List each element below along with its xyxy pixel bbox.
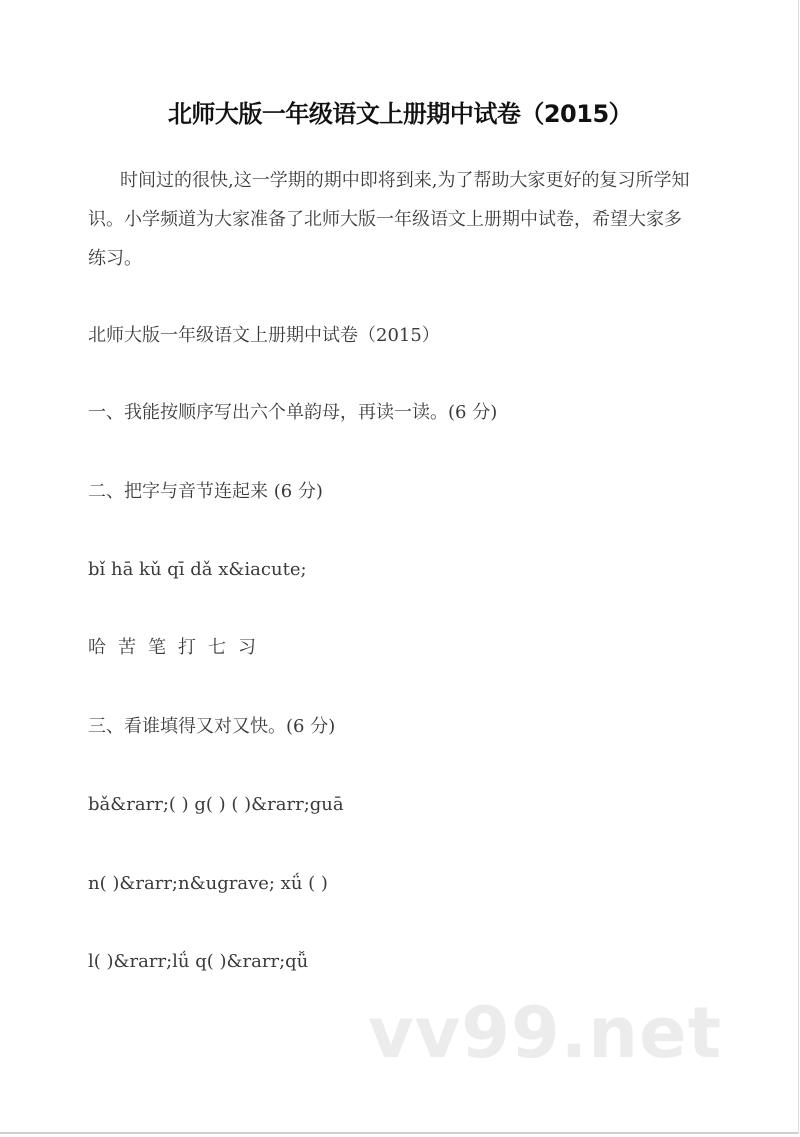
intro-line-3: 练习。 <box>88 248 142 269</box>
question-3-line-3: l( )&rarr;lǘ q( )&rarr;qǚ <box>88 951 309 972</box>
intro-line-2: 识。小学频道为大家准备了北师大版一年级语文上册期中试卷，希望大家多 <box>88 209 682 230</box>
question-2-pinyin: bǐ hā kǔ qī dǎ x&iacute; <box>88 559 307 580</box>
question-2-characters: 哈苦笔打七习 <box>88 637 268 658</box>
watermark: vv99.net <box>368 992 723 1074</box>
question-2: 二、把字与音节连起来 (6 分) <box>88 481 323 502</box>
question-3: 三、看谁填得又对又快。(6 分) <box>88 716 336 737</box>
question-3-line-1: bǎ&rarr;( ) g( ) ( )&rarr;guā <box>88 794 344 815</box>
question-3-line-2: n( )&rarr;n&ugrave; xǘ ( ) <box>88 873 328 894</box>
question-1: 一、我能按顺序写出六个单韵母，再读一读。(6 分) <box>88 402 498 423</box>
intro-line-1: 时间过的很快,这一学期的期中即将到来,为了帮助大家更好的复习所学知 <box>120 170 690 191</box>
document-title: 北师大版一年级语文上册期中试卷（2015） <box>167 100 633 128</box>
subtitle: 北师大版一年级语文上册期中试卷（2015） <box>88 325 440 346</box>
